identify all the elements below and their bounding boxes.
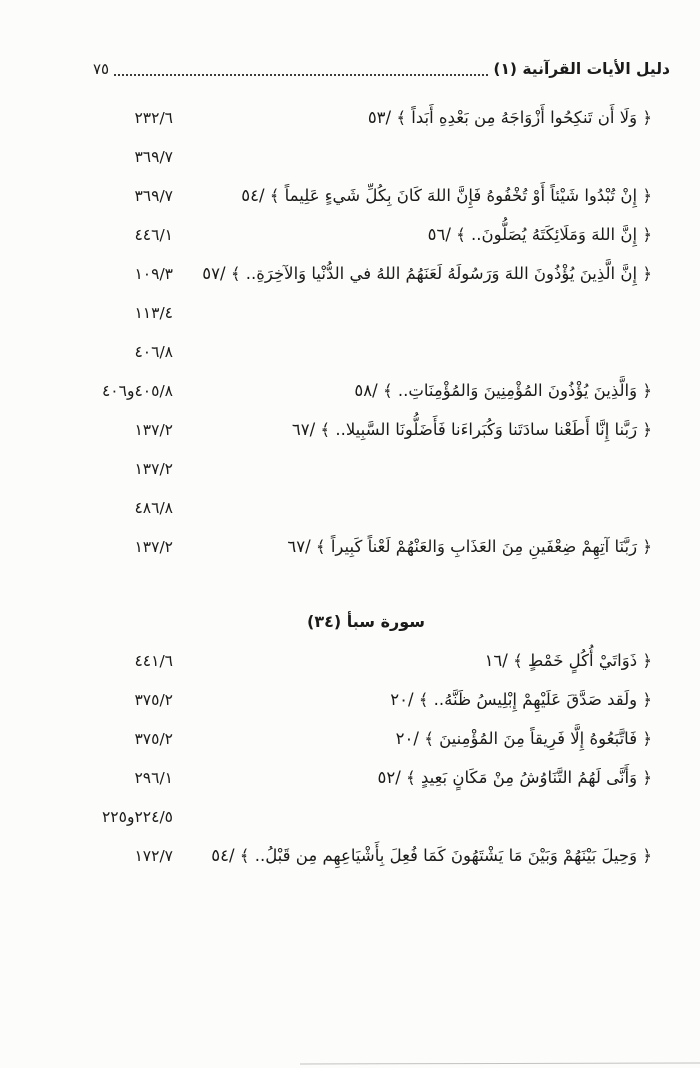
page-ref: ٣٦٩/٧ [134,147,173,166]
scan-artifact-line [300,1062,700,1064]
verse-text: ﴿ ذَوَاتَيْ أُكُلٍ خَمْطٍ ﴾ /١٦ [484,651,652,670]
index-row [0,758,700,797]
page-ref: ٣٧٥/٢ [134,690,173,709]
index-row [0,98,700,137]
index-row [0,215,700,254]
page-ref: ٣٧٥/٢ [134,729,173,748]
verse-text: ﴿ وَلَا أَن تَنكِحُوا أَزْوَاجَهُ مِن بَعْدِهِ أَبَداً ﴾ /٥٣ [367,108,652,127]
page-ref: ٤٤١/٦ [134,651,173,670]
page-ref: ٤٨٦/٨ [134,498,173,517]
verse-text: ﴿ وَأَنَّى لَهُمُ التَّنَاوُشُ مِنْ مَكَانٍ بَعِيدٍ ﴾ /٥٢ [377,768,652,787]
page-number: ٧٥ [93,60,110,78]
verse-text: ﴿ إِنْ تُبْدُوا شَيْئاً أَوْ تُخْفُوهُ فَإِنَّ اللهَ كَانَ بِكُلِّ شَيءٍ عَلِيماً ﴾ /٥٤ [241,186,652,205]
page-ref: ١١٣/٤ [134,303,173,322]
verse-text: ﴿ فَاتَّبَعُوهُ إِلَّا فَرِيقاً مِنَ المُؤْمِنينَ ﴾ /٢٠ [395,729,652,748]
page-ref: ٤٠٦/٨ [134,342,173,361]
book-page [0,57,700,1068]
verse-text: ﴿ رَبَّنَا آتِهِمْ ضِعْفَينِ مِنَ العَذَابِ وَالعَنْهُمْ لَعْناً كَبِيراً ﴾ /٦٧ [287,537,652,556]
verse-text: ﴿ إِنَّ اللهَ وَمَلَائِكَتَهُ يُصَلُّونَ.. ﴾ /٥٦ [427,225,652,244]
index-row [0,680,700,719]
index-row [0,137,700,176]
surah-heading: سورة سبأ (٣٤) [307,612,425,631]
index-row [0,836,700,875]
index-row [0,797,700,836]
page-ref: ٢٩٦/١ [134,768,173,787]
dotted-leader [114,74,488,76]
running-header [93,57,670,81]
page-ref: ٣٦٩/٧ [134,186,173,205]
verse-text: ﴿ إِنَّ الَّذِينَ يُؤْذُونَ اللهَ وَرَسُولَهُ لَعَنَهُمُ اللهُ في الدُّنْيا وَالآخِرَةِ.. ﴾ /٥٧ [202,264,652,283]
index-row [0,254,700,293]
page-ref: ٤٠٥/٨و٤٠٦ [101,381,173,400]
index-row [0,176,700,215]
page-ref: ١٣٧/٢ [134,420,173,439]
verse-text: ﴿ وَحِيلَ بَيْنَهُمْ وَبَيْنَ مَا يَشْتَهُونَ كَمَا فُعِلَ بِأَشْيَاعِهِم مِن قَبْلُ.. ﴾ /٥٤ [211,846,652,865]
index-row [0,719,700,758]
index-row [0,641,700,680]
verse-text: ﴿ وَالَّذِينَ يُؤْذُونَ المُؤْمِنِينَ وَالمُؤْمِنَاتِ.. ﴾ /٥٨ [354,381,652,400]
index-list [0,98,700,875]
page-ref: ١٣٧/٢ [134,459,173,478]
page-ref: ٢٣٢/٦ [134,108,173,127]
index-row [0,488,700,527]
index-row [0,527,700,566]
header-title: دليل الأيات القرآنية (١) [493,60,670,78]
page-ref: ١٧٢/٧ [134,846,173,865]
index-row [0,332,700,371]
page-ref: ١٠٩/٣ [134,264,173,283]
verse-text: ﴿ ولَقد صَدَّقَ عَلَيْهِمْ إِبْلِيسُ ظَنَّهُ.. ﴾ /٢٠ [390,690,652,709]
index-row [0,371,700,410]
page-ref: ٤٤٦/١ [134,225,173,244]
index-row [0,449,700,488]
verse-text: ﴿ رَبَّنا إِنَّا أَطَعْنا سادَتَنا وَكُبَراءَنا فَأَضَلُّونَا السَّبِيلا.. ﴾ /٦٧ [291,420,652,439]
page-ref: ٢٢٤/٥و٢٢٥ [101,807,173,826]
page-ref: ١٣٧/٢ [134,537,173,556]
index-row [0,410,700,449]
index-row [0,293,700,332]
